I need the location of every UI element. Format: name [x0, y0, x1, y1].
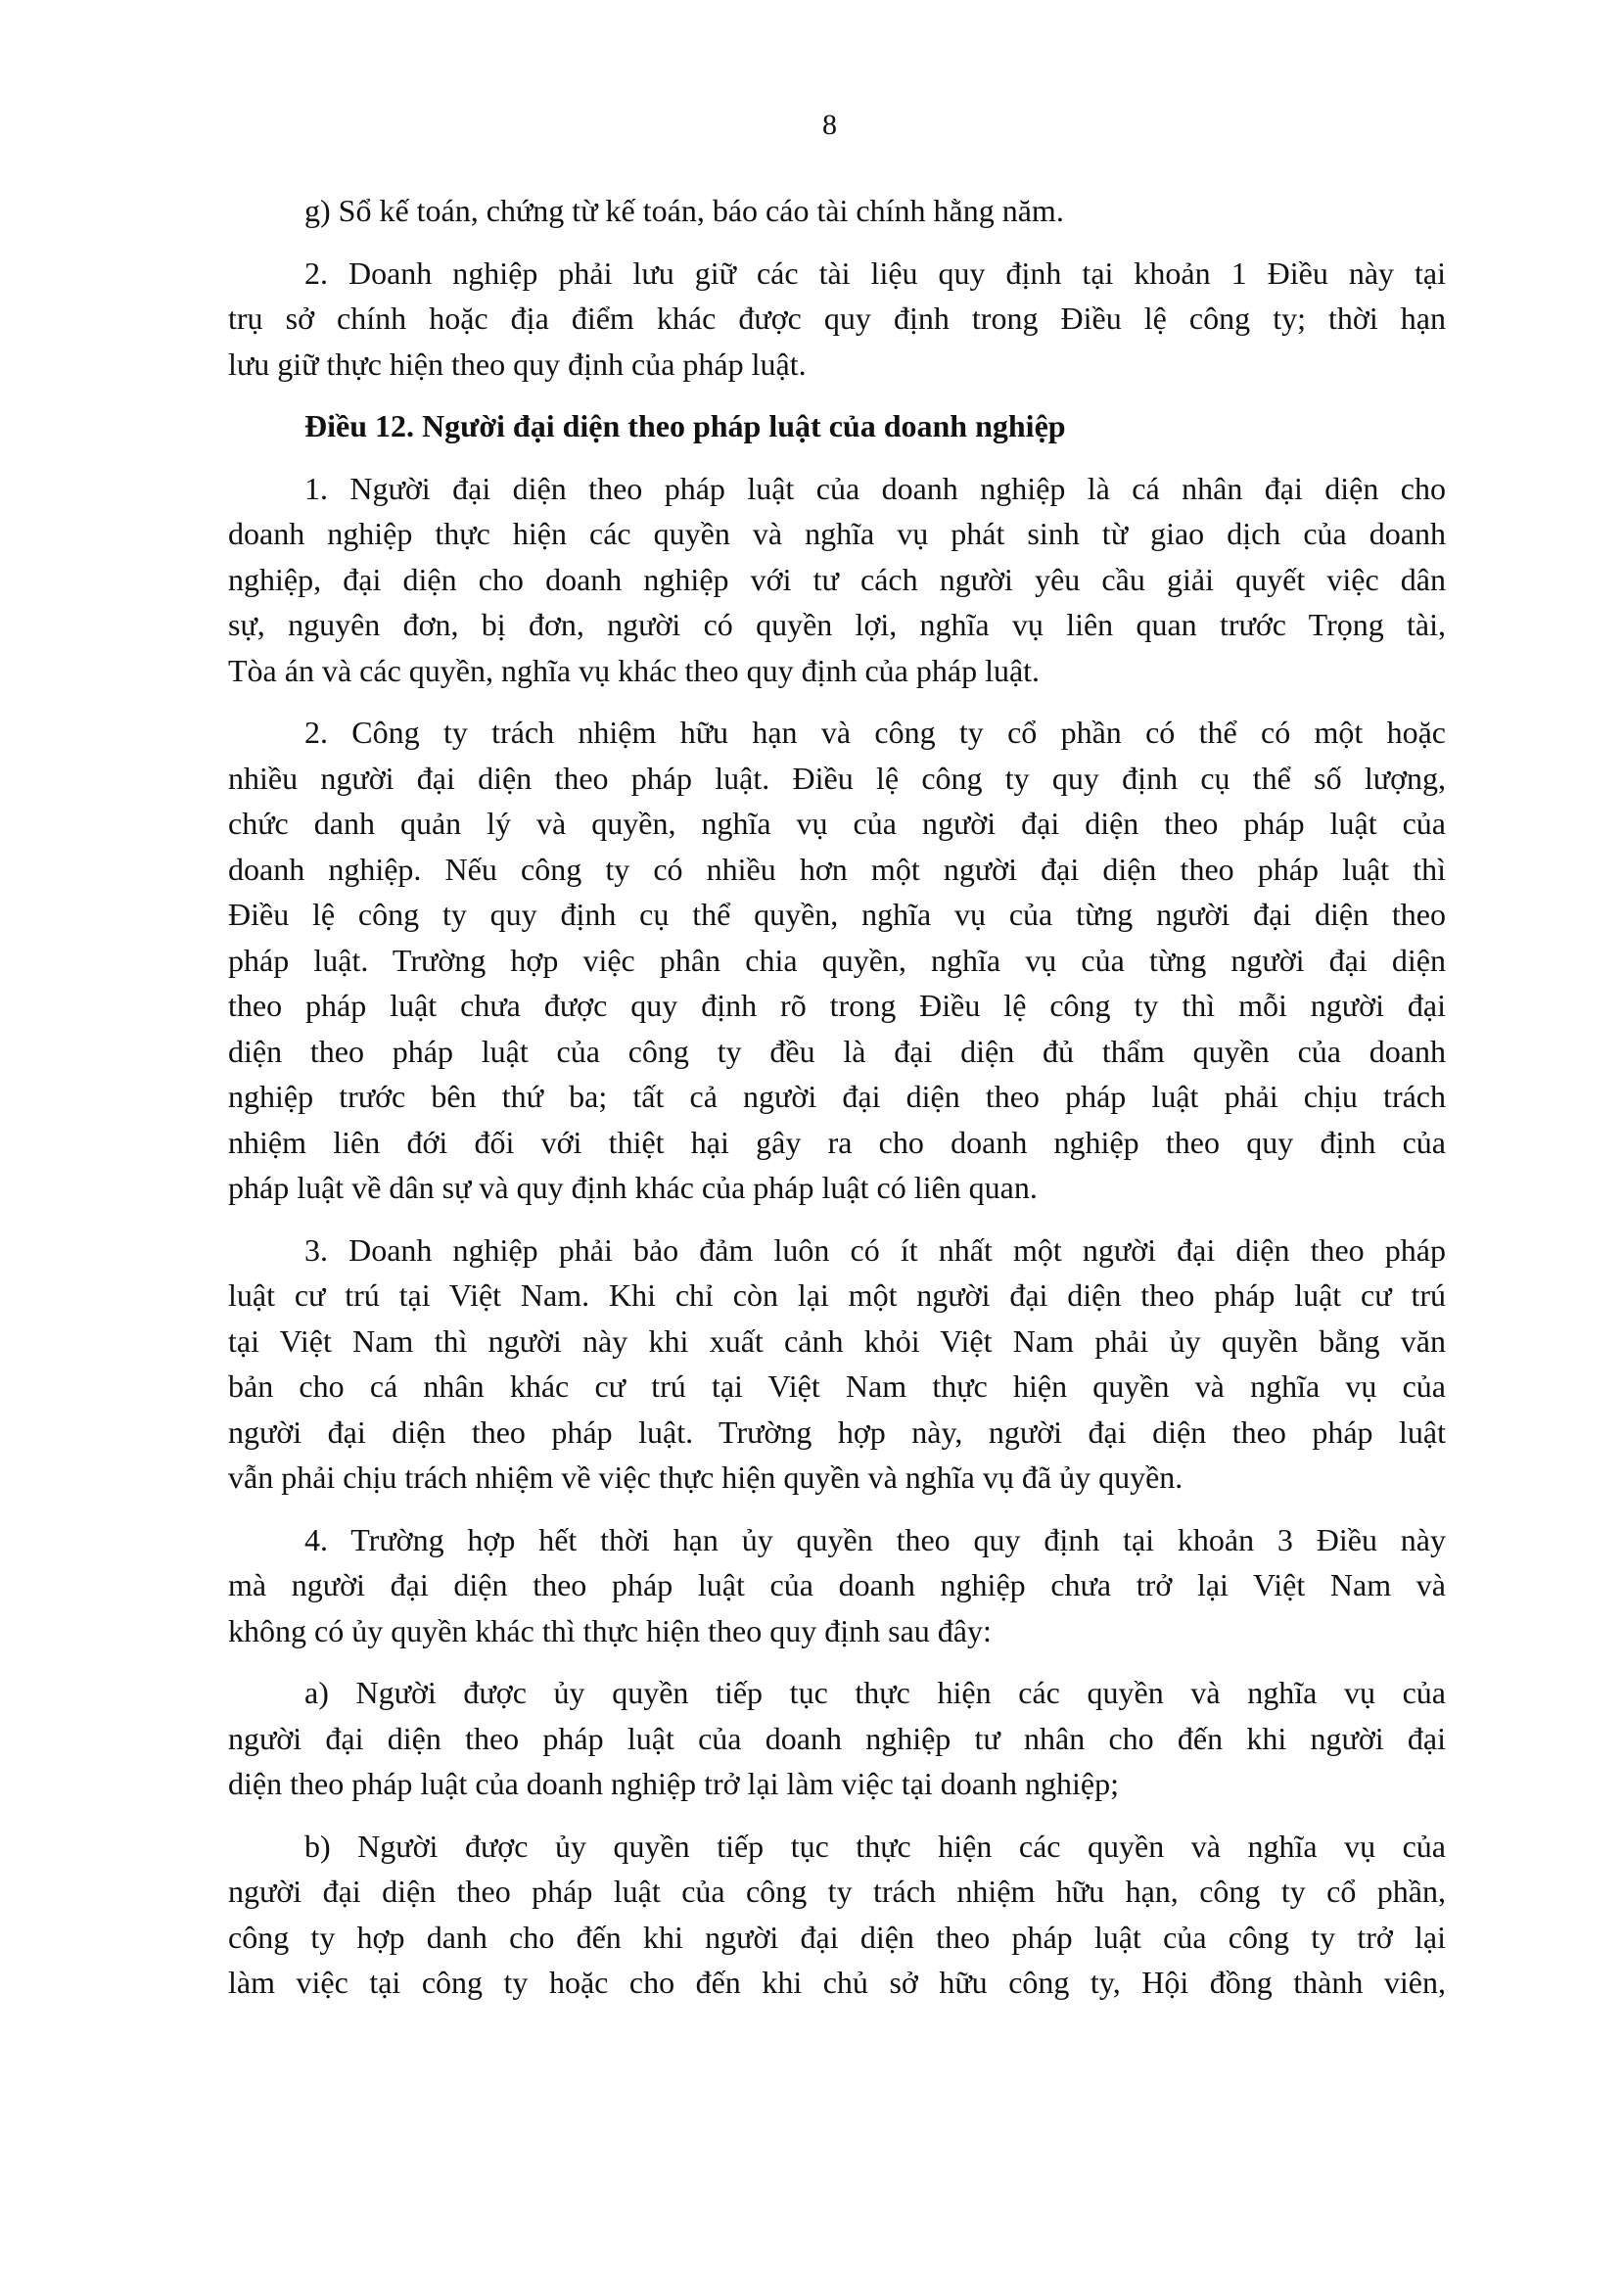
- text-line: theo pháp luật chưa được quy định rõ trong Điều lệ công ty thì mỗi người đại: [228, 988, 1446, 1023]
- text-line: 1. Người đại diện theo pháp luật của doanh nghiệp là cá nhân đại diện cho: [304, 470, 1446, 506]
- document-body: [228, 188, 1446, 2022]
- article-heading: [228, 403, 1446, 449]
- text-line: 2. Công ty trách nhiệm hữu hạn và công ty cổ phần có thể có một hoặc: [304, 715, 1446, 750]
- text-line: Điều 12. Người đại diện theo pháp luật của doanh nghiệp: [304, 408, 1066, 443]
- text-line: nhiệm liên đới đối với thiệt hại gây ra cho doanh nghiệp theo quy định của: [228, 1124, 1446, 1160]
- text-line: g) Sổ kế toán, chứng từ kế toán, báo cáo tài chính hằng năm.: [304, 193, 1064, 228]
- text-line: chức danh quản lý và quyền, nghĩa vụ của người đại diện theo pháp luật của: [228, 806, 1446, 841]
- text-line: pháp luật. Trường hợp việc phân chia quyền, nghĩa vụ của từng người đại diện: [228, 942, 1446, 978]
- paragraph-p-a: [228, 1670, 1446, 1807]
- text-line: pháp luật về dân sự và quy định khác của pháp luật có liên quan.: [228, 1170, 1038, 1205]
- text-line: nghiệp, đại diện cho doanh nghiệp với tư cách người yêu cầu giải quyết việc dân: [228, 561, 1446, 597]
- text-line: 3. Doanh nghiệp phải bảo đảm luôn có ít nhất một người đại diện theo pháp: [304, 1231, 1446, 1268]
- text-line: bản cho cá nhân khác cư trú tại Việt Nam thực hiện quyền và nghĩa vụ của: [228, 1368, 1446, 1404]
- text-line: người đại diện theo pháp luật. Trường hợp này, người đại diện theo pháp luật: [228, 1414, 1446, 1450]
- text-line: làm việc tại công ty hoặc cho đến khi chủ sở hữu công ty, Hội đồng thành viên,: [228, 1965, 1446, 2000]
- text-line: Điều lệ công ty quy định cụ thể quyền, nghĩa vụ của từng người đại diện theo: [228, 897, 1446, 932]
- paragraph-p-1: [228, 466, 1446, 694]
- text-line: sự, nguyên đơn, bị đơn, người có quyền lợi, nghĩa vụ liên quan trước Trọng tài,: [228, 607, 1446, 642]
- text-line: a) Người được ủy quyền tiếp tục thực hiện các quyền và nghĩa vụ của: [304, 1675, 1446, 1710]
- text-line: 4. Trường hợp hết thời hạn ủy quyền theo quy định tại khoản 3 Điều này: [304, 1521, 1446, 1557]
- text-line: luật cư trú tại Việt Nam. Khi chỉ còn lại một người đại diện theo pháp luật cư trú: [228, 1277, 1446, 1313]
- page-number: 8: [822, 109, 837, 141]
- text-line: nhiều người đại diện theo pháp luật. Điều lệ công ty quy định cụ thể số lượng,: [228, 760, 1446, 796]
- paragraph-p-2: [228, 710, 1446, 1211]
- text-line: công ty hợp danh cho đến khi người đại diện theo pháp luật của công ty trở lại: [228, 1919, 1446, 1955]
- text-line: vẫn phải chịu trách nhiệm về việc thực hiện quyền và nghĩa vụ đã ủy quyền.: [228, 1460, 1183, 1495]
- text-line: lưu giữ thực hiện theo quy định của pháp luật.: [228, 346, 807, 382]
- text-line: doanh nghiệp. Nếu công ty có nhiều hơn một người đại diện theo pháp luật thì: [228, 851, 1446, 887]
- paragraph-p-3: [228, 1228, 1446, 1501]
- text-line: người đại diện theo pháp luật của doanh nghiệp tư nhân cho đến khi người đại: [228, 1720, 1446, 1756]
- paragraph-p-2a: [228, 251, 1446, 388]
- text-line: trụ sở chính hoặc địa điểm khác được quy định trong Điều lệ công ty; thời hạn: [228, 301, 1446, 336]
- text-line: 2. Doanh nghiệp phải lưu giữ các tài liệu quy định tại khoản 1 Điều này tại: [304, 255, 1446, 291]
- text-line: diện theo pháp luật của công ty đều là đại diện đủ thẩm quyền của doanh: [228, 1033, 1446, 1069]
- text-line: nghiệp trước bên thứ ba; tất cả người đại diện theo pháp luật phải chịu trách: [228, 1079, 1446, 1114]
- paragraph-p-4: [228, 1517, 1446, 1654]
- text-line: doanh nghiệp thực hiện các quyền và nghĩa vụ phát sinh từ giao dịch của doanh: [228, 516, 1446, 551]
- text-line: mà người đại diện theo pháp luật của doanh nghiệp chưa trở lại Việt Nam và: [228, 1567, 1446, 1602]
- paragraph-p-b: [228, 1824, 1446, 2006]
- text-line: người đại diện theo pháp luật của công ty trách nhiệm hữu hạn, công ty cổ phần,: [228, 1874, 1446, 1909]
- text-line: b) Người được ủy quyền tiếp tục thực hiện các quyền và nghĩa vụ của: [304, 1828, 1446, 1864]
- text-line: Tòa án và các quyền, nghĩa vụ khác theo quy định của pháp luật.: [228, 652, 1041, 688]
- text-line: tại Việt Nam thì người này khi xuất cảnh khỏi Việt Nam phải ủy quyền bằng văn: [228, 1322, 1446, 1359]
- text-line: không có ủy quyền khác thì thực hiện theo quy định sau đây:: [228, 1612, 992, 1648]
- paragraph-p-g: [228, 188, 1446, 234]
- text-line: diện theo pháp luật của doanh nghiệp trở lại làm việc tại doanh nghiệp;: [228, 1766, 1119, 1801]
